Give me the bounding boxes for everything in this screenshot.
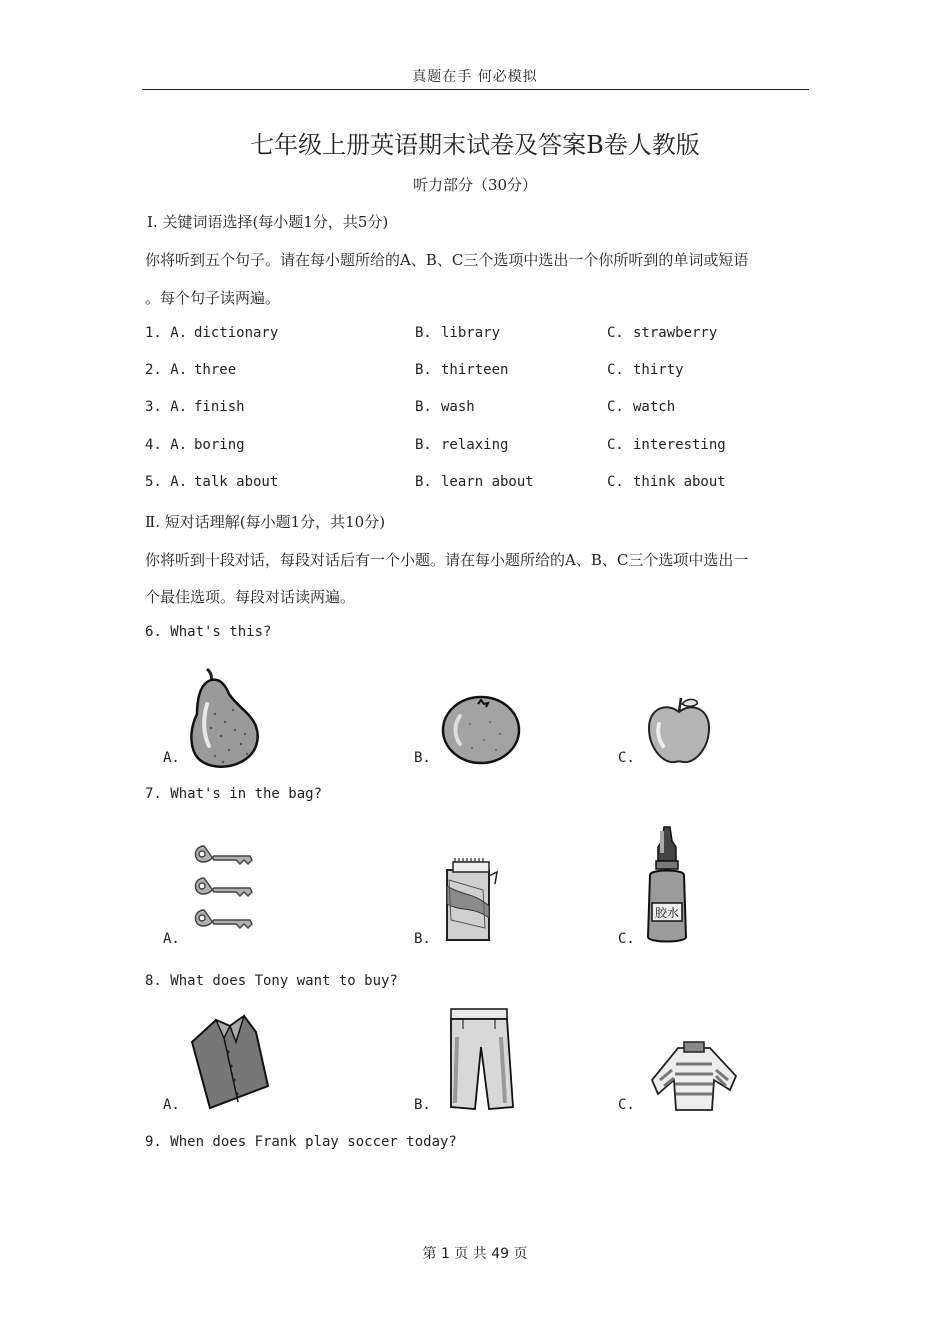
option-b-label: B. (414, 931, 431, 947)
question-8-text: 8. What does Tony want to buy? (145, 973, 398, 989)
listening-part-heading: 听力部分（30分） (412, 176, 538, 194)
option-b: thirteen (441, 362, 509, 378)
exam-title: 七年级上册英语期末试卷及答案B卷人教版 (250, 131, 700, 159)
option-b-label: B. (414, 750, 431, 766)
option-b-label: B. (415, 362, 432, 378)
question-7-text: 7. What's in the bag? (145, 786, 323, 802)
option-a-label: A. (163, 1097, 180, 1113)
option-b-label: B. (414, 1097, 431, 1113)
option-c-label: C. (607, 437, 624, 453)
option-c-label: C. (607, 474, 624, 490)
question-number: 2. A. (145, 362, 188, 378)
option-b-label: B. (415, 325, 432, 341)
apple-icon (645, 696, 713, 766)
option-c: thirty (633, 362, 684, 378)
option-b: library (441, 325, 501, 341)
pear-icon (185, 664, 265, 774)
question-9-text: 9. When does Frank play soccer today? (145, 1134, 457, 1150)
question-number: 1. A. (145, 325, 188, 341)
option-a: three (194, 362, 237, 378)
option-a-label: A. (163, 931, 180, 947)
glue-bottle-icon (646, 825, 690, 945)
question-number: 3. A. (145, 399, 188, 415)
svg-text:胶水: 胶水 (654, 906, 680, 920)
option-b-label: B. (415, 474, 432, 490)
section1-heading: Ⅰ. 关键词语选择(每小题1分，共5分) (147, 213, 389, 231)
page-header: 真题在手 何必模拟 (412, 69, 538, 85)
option-a: dictionary (194, 325, 279, 341)
orange-icon (440, 694, 522, 766)
option-c-label: C. (607, 362, 624, 378)
section1-instruction-cont: 。每个句子读两遍。 (145, 289, 281, 307)
option-b: relaxing (441, 437, 509, 453)
option-b: wash (441, 399, 475, 415)
notebook-icon (443, 856, 501, 944)
option-c: think about (633, 474, 726, 490)
page-footer: 第 1 页 共 49 页 (422, 1246, 528, 1262)
question-number: 5. A. (145, 474, 188, 490)
shirt-icon (190, 1012, 270, 1110)
option-c-label: C. (607, 399, 624, 415)
option-c-label: C. (618, 931, 635, 947)
option-a: finish (194, 399, 245, 415)
section2-instruction-cont: 个最佳选项。每段对话读两遍。 (145, 588, 356, 606)
option-b-label: B. (415, 437, 432, 453)
option-c: interesting (633, 437, 726, 453)
section1-instruction: 你将听到五个句子。请在每小题所给的A、B、C三个选项中选出一个你所听到的单词或短语 (145, 251, 749, 269)
section2-heading: Ⅱ. 短对话理解(每小题1分，共10分) (145, 513, 386, 531)
option-c-label: C. (607, 325, 624, 341)
section2-instruction: 你将听到十段对话，每段对话后有一个小题。请在每小题所给的A、B、C三个选项中选出一 (145, 551, 749, 569)
option-a: boring (194, 437, 245, 453)
option-a: talk about (194, 474, 279, 490)
option-c: strawberry (633, 325, 718, 341)
option-a-label: A. (163, 750, 180, 766)
option-c-label: C. (618, 750, 635, 766)
question-6-text: 6. What's this? (145, 624, 272, 640)
option-c: watch (633, 399, 676, 415)
pants-icon (443, 1007, 515, 1111)
option-b: learn about (441, 474, 534, 490)
question-number: 4. A. (145, 437, 188, 453)
keys-icon (190, 840, 260, 940)
option-b-label: B. (415, 399, 432, 415)
sweater-icon (650, 1040, 740, 1112)
header-divider (142, 89, 809, 90)
option-c-label: C. (618, 1097, 635, 1113)
